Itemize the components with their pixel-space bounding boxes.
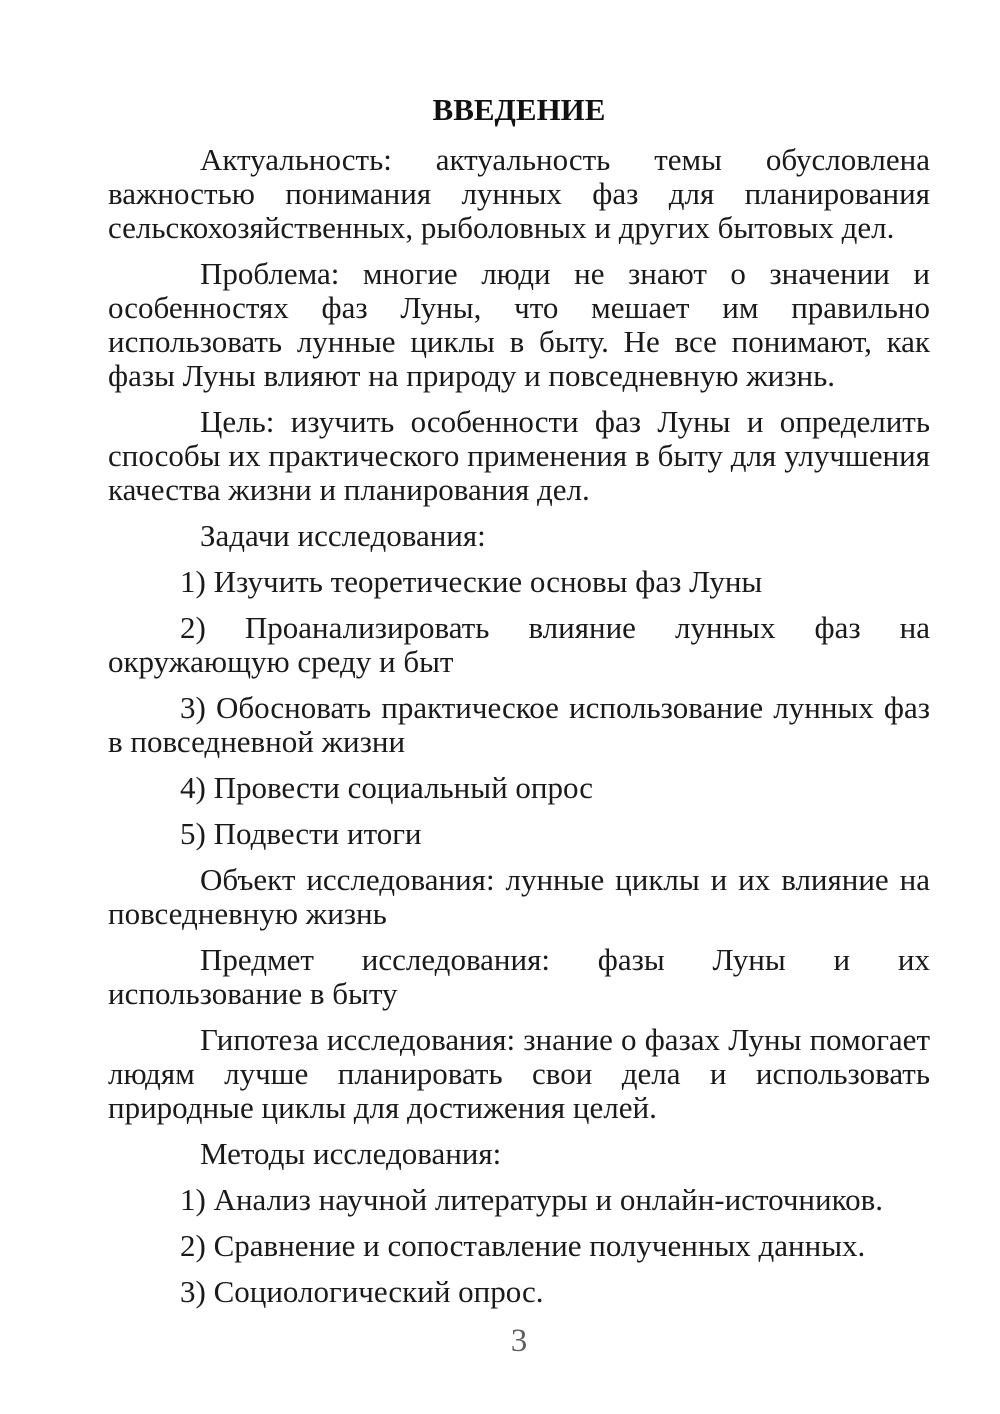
paragraph-goal: Цель: изучить особенности фаз Луны и определить способы их практического применения в быту для улучшения качества жизни и планирования дел.	[108, 404, 930, 507]
method-item-2: 2) Сравнение и сопоставление полученных данных.	[180, 1228, 866, 1263]
methods-heading: Методы исследования:	[200, 1136, 502, 1171]
task-item-5: 5) Подвести итоги	[180, 816, 422, 851]
paragraph-object: Объект исследования: лунные циклы и их влияние на повседневную жизнь	[108, 862, 930, 931]
paragraph-hypothesis: Гипотеза исследования: знание о фазах Луны помогает людям лучше планировать свои дела и использовать природные циклы для достижения целей.	[108, 1022, 930, 1125]
paragraph-problem: Проблема: многие люди не знают о значении и особенностях фаз Луны, что мешает им правильно использовать лунные циклы в быту. Не все понимают, как фазы Луны влияют на природу и повседневную жизнь.	[108, 256, 930, 393]
paragraph-relevance: Актуальность: актуальность темы обусловлена важностью понимания лунных фаз для планирования сельскохозяйственных, рыболовных и других бытовых дел.	[108, 142, 930, 245]
task-item-2: 2) Проанализировать влияние лунных фаз на окружающую среду и быт	[108, 610, 930, 679]
section-title: ВВЕДЕНИЕ	[432, 92, 606, 127]
tasks-heading: Задачи исследования:	[200, 518, 486, 553]
method-item-3: 3) Социологический опрос.	[180, 1274, 544, 1309]
task-item-3: 3) Обосновать практическое использование лунных фаз в повседневной жизни	[108, 690, 930, 759]
paragraph-subject: Предмет исследования: фазы Луны и их использование в быту	[108, 942, 930, 1011]
task-item-4: 4) Провести социальный опрос	[180, 770, 594, 805]
task-item-1: 1) Изучить теоретические основы фаз Луны	[180, 564, 763, 599]
page-number: 3	[510, 1323, 528, 1359]
method-item-1: 1) Анализ научной литературы и онлайн-источников.	[180, 1182, 883, 1217]
